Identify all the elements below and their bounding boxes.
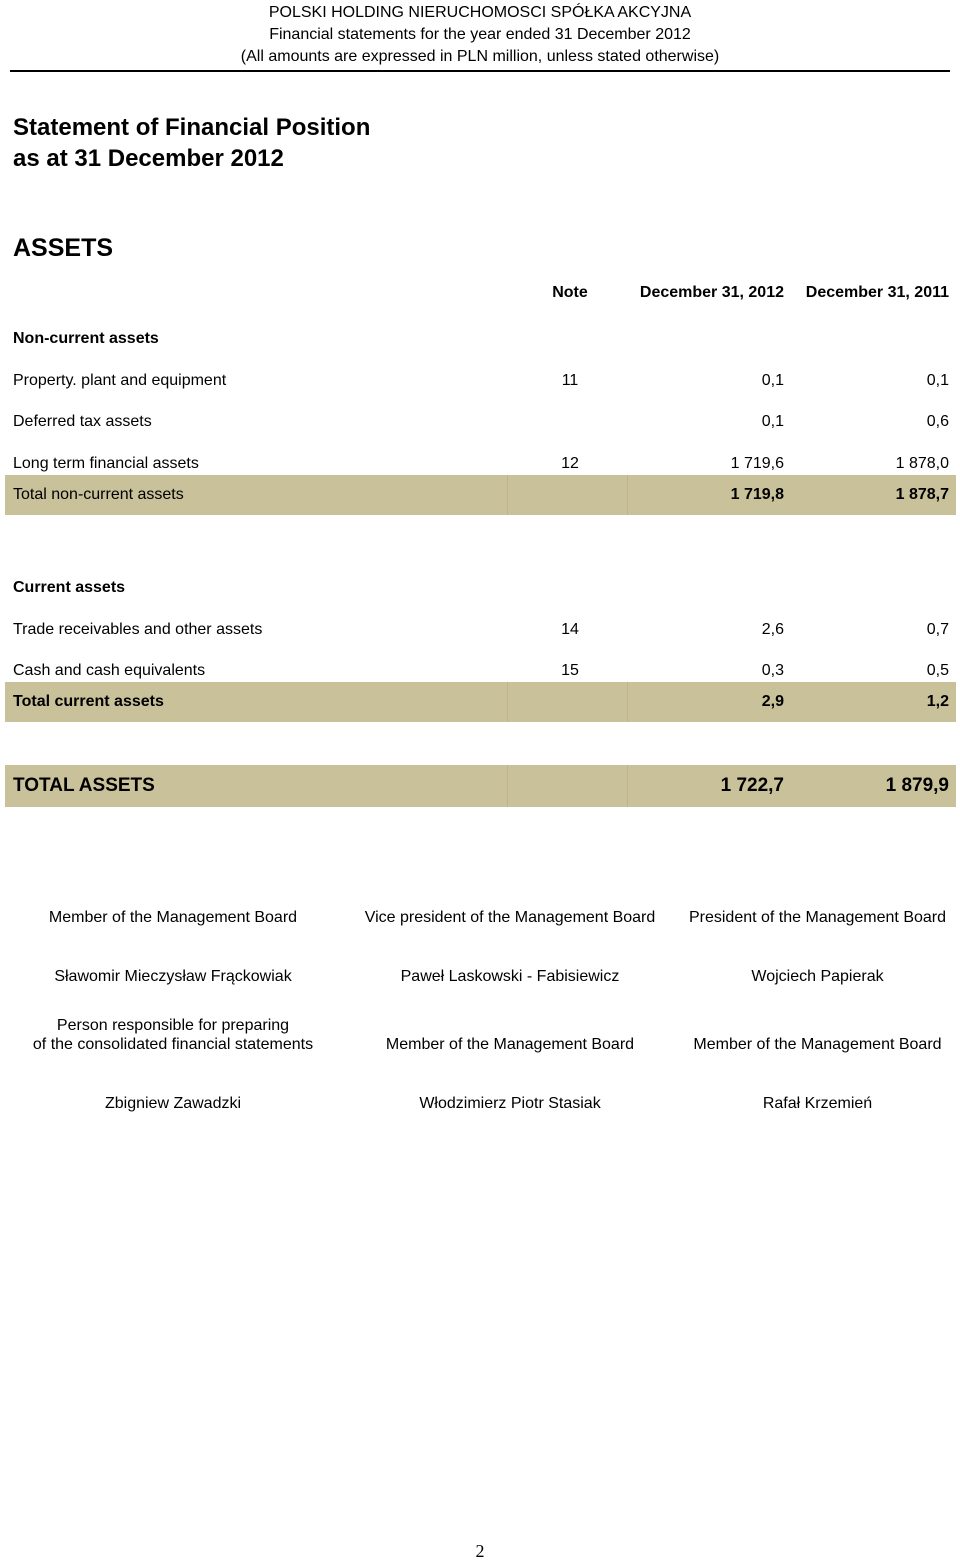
group-heading-current	[5, 568, 956, 608]
company-name: POLSKI HOLDING NIERUCHOMOSCI SPÓŁKA AKCYJNA	[268, 4, 692, 21]
column-header-note: Note	[552, 284, 588, 301]
row-label: Trade receivables and other assets	[13, 621, 263, 638]
report-subtitle: Financial statements for the year ended 31 December 2012	[269, 26, 691, 43]
signatory-name: Zbigniew Zawadzki	[104, 1095, 242, 1112]
signatory-role	[13, 1016, 333, 1054]
signatory-role: President of the Management Board	[688, 909, 947, 926]
row-value-2012: 0,1	[761, 372, 784, 389]
row-value-2012: 2,6	[761, 621, 784, 638]
header-divider	[10, 70, 950, 72]
row-value-2011: 1 879,9	[885, 775, 949, 796]
statement-date: as at 31 December 2012	[13, 145, 284, 172]
row-value-2012: 1 722,7	[720, 775, 784, 796]
signatory-role-line: Person responsible for preparing	[56, 1017, 290, 1034]
column-header-row	[5, 273, 956, 313]
signatory-role: Vice president of the Management Board	[364, 909, 656, 926]
row-label: TOTAL ASSETS	[13, 775, 155, 796]
row-label: Deferred tax assets	[13, 413, 152, 430]
row-value-2012: 1 719,6	[730, 455, 784, 472]
document-header	[0, 2, 960, 68]
group-heading-non-current	[5, 319, 956, 359]
row-label: Cash and cash equivalents	[13, 662, 206, 679]
signatory-name: Sławomir Mieczysław Frąckowiak	[54, 968, 292, 985]
row-label: Current assets	[13, 579, 126, 596]
row-value-2011: 0,6	[926, 413, 949, 430]
row-note: 15	[561, 662, 579, 679]
row-value-2011: 1 878,0	[895, 455, 949, 472]
section-heading-assets: ASSETS	[13, 234, 114, 262]
row-note: 11	[561, 372, 579, 389]
row-value-2012: 0,1	[761, 413, 784, 430]
statement-title: Statement of Financial Position	[13, 114, 371, 141]
signatory-name: Wojciech Papierak	[751, 968, 884, 985]
signatory-role-line: of the consolidated financial statements	[32, 1036, 314, 1053]
row-value-2011: 1,2	[926, 693, 949, 710]
row-note: 12	[561, 455, 579, 472]
row-note: 14	[561, 621, 579, 638]
signatory-name: Włodzimierz Piotr Stasiak	[419, 1095, 601, 1112]
signatory-role: Member of the Management Board	[693, 1036, 942, 1053]
row-value-2011: 0,7	[926, 621, 949, 638]
row-value-2011: 0,1	[926, 372, 949, 389]
signatory-name: Paweł Laskowski - Fabisiewicz	[400, 968, 620, 985]
row-value-2011: 0,5	[926, 662, 949, 679]
row-value-2012: 2,9	[761, 693, 784, 710]
column-header-2011: December 31, 2011	[805, 284, 949, 301]
row-label: Total non-current assets	[13, 486, 184, 503]
row-label: Total current assets	[13, 693, 164, 710]
signatory-role: Member of the Management Board	[385, 1036, 635, 1053]
row-value-2012: 0,3	[761, 662, 784, 679]
subtotal-row-non-current	[5, 475, 956, 515]
currency-note: (All amounts are expressed in PLN million, unless stated otherwise)	[240, 48, 720, 65]
signatory-name: Rafał Krzemień	[762, 1095, 873, 1112]
signatory-role: Member of the Management Board	[48, 909, 298, 926]
page-number: 2	[475, 1541, 485, 1561]
grand-total-row	[5, 765, 956, 807]
table-row	[5, 361, 956, 401]
table-row	[5, 402, 956, 442]
subtotal-row-current	[5, 682, 956, 722]
row-label: Property. plant and equipment	[13, 372, 227, 389]
table-row	[5, 610, 956, 650]
row-value-2012: 1 719,8	[730, 486, 784, 503]
column-header-2012: December 31, 2012	[639, 284, 784, 301]
row-label: Long term financial assets	[13, 455, 199, 472]
row-label: Non-current assets	[13, 330, 159, 347]
row-value-2011: 1 878,7	[895, 486, 949, 503]
